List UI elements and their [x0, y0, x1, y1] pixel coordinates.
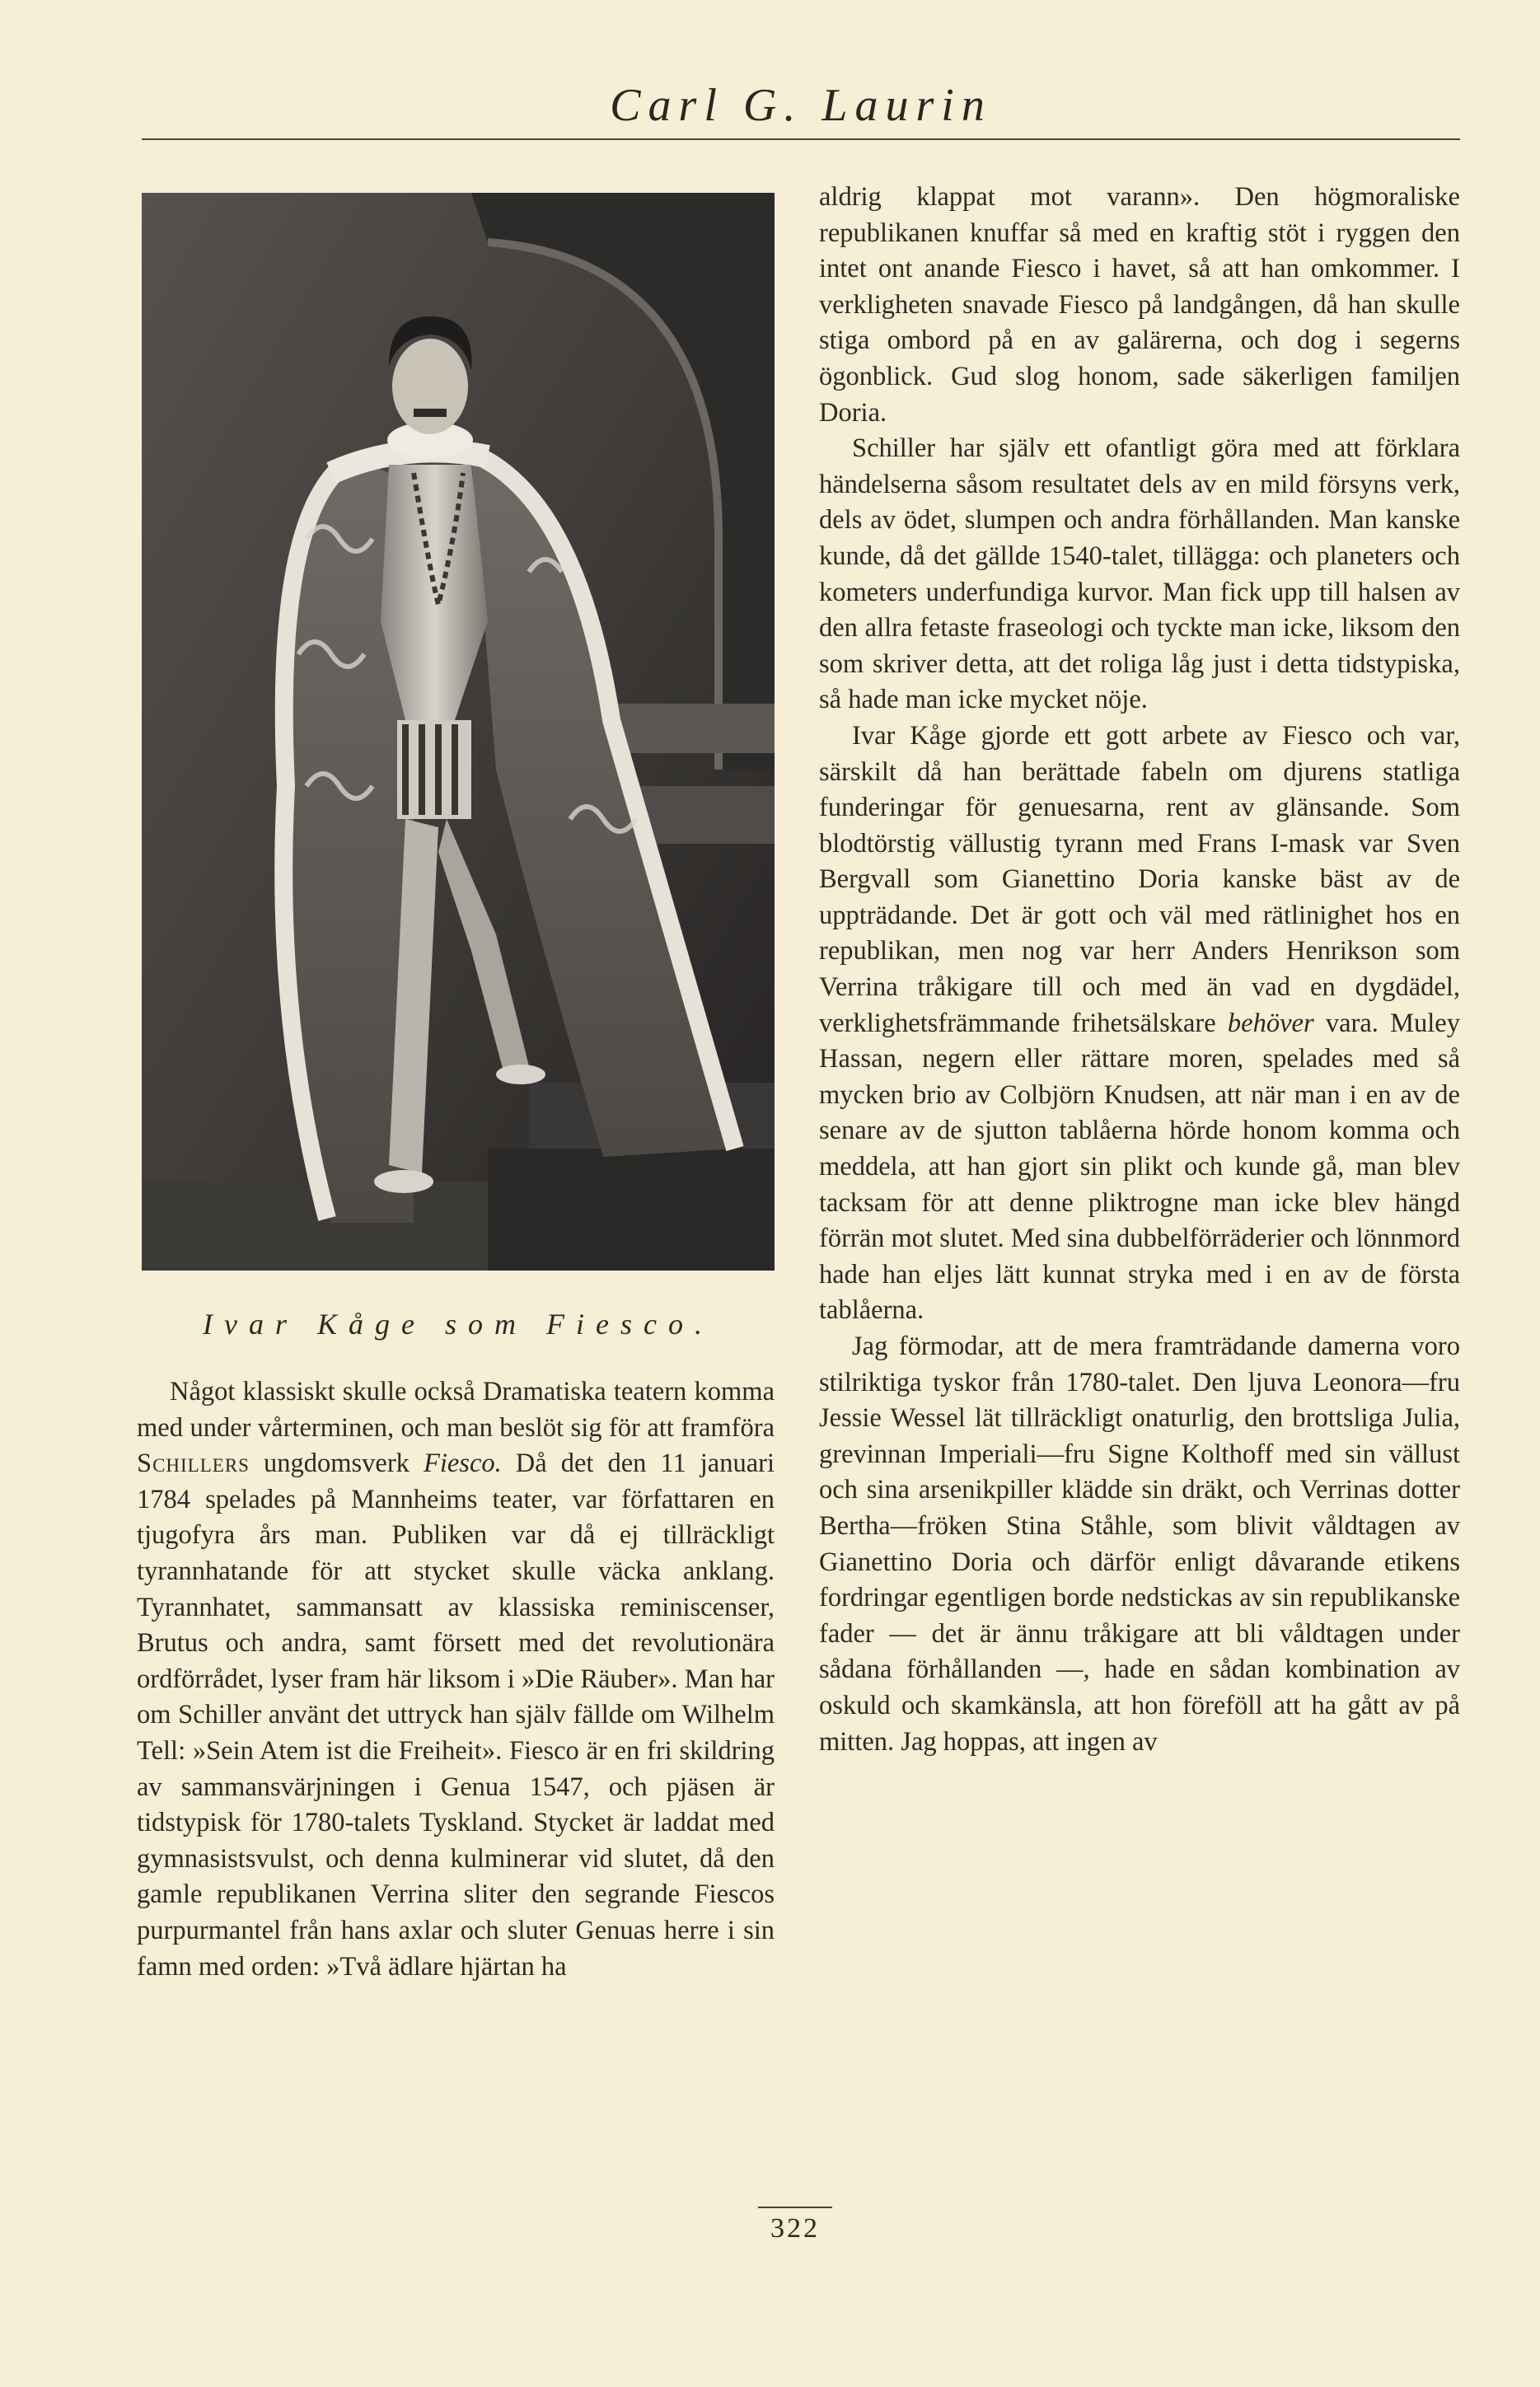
paragraph: [137, 1374, 775, 1985]
left-text-column: [137, 1374, 775, 1985]
text-run: Då det den 11 januari 1784 spelades på Mannheims teater, var författaren en tjugofyra års man. Publiken var då ej tillräckligt tyrannhatande för att stycket skulle väcka anklang. Tyrannhatet, sammansatt av klassiska reminiscenser, Brutus och andra, samt försett med det revolutionära ordförrådet, lyser fram här liksom i »Die Räuber». Man har om Schiller använt det uttryck han själv fällde om Wilhelm Tell: »Sein Atem ist die Freiheit». Fiesco är en fri skildring av sammansvärjningen i Genua 1547, och pjäsen är tidstypisk för 1780-talets Tyskland. Stycket är laddat med gymnasistsvulst, och denna kulminerar vid slutet, då den gamle republikanen Verrina sliter den segrande Fiescos purpurmantel från hans axlar och sluter Genuas herre i sin famn med orden: »Två ädlare hjärtan ha: [137, 1449, 775, 1982]
page-number: 322: [770, 2213, 820, 2244]
work-title: Fiesco.: [423, 1449, 502, 1479]
text-run: ungdomsverk: [249, 1449, 424, 1479]
running-header: [142, 79, 1460, 138]
paragraph: Jag förmodar, att de mera framträdande damerna voro stilriktiga tyskor från 1780-talet. Den ljuva Leonora—fru Jessie Wessel lät tillräckligt onaturlig, den brottsliga Julia, grevinnan Imperiali—fru Signe Kolthoff med sin vällust och sina arsenikpiller klädde sin dräkt, och Verrinas dotter Bertha—fröken Stina Ståhle, som blivit våldtagen av Gianettino Doria och därför enligt dåvarande etikens fordringar egentligen borde nedstickas av sin republikanske fader — det är ännu tråkigare att bli våldtagen under sådana förhållanden —, hade en sådan kombination av oskuld och skamkänsla, att hon föreföll att ha gått av på mitten. Jag hoppas, att ingen av: [819, 1332, 1460, 1757]
header-rule: [142, 138, 1460, 140]
paragraph: Schiller har själv ett ofantligt göra med att förklara händelserna såsom resultatet dels av en mild försyns verk, dels av ödet, slumpen och andra förhållanden. Man kanske kunde, då det gällde 1540-talet, tillägga: och planeters och kometers underfundiga kurvor. Man fick upp till halsen av den allra fetaste fraseologi och tyckte man icke, liksom den som skriver detta, att det roliga låg just i detta tidstypiska, så hade man icke mycket nöje.: [819, 433, 1460, 715]
paragraph: [819, 718, 1460, 1329]
text-run: Ivar Kåge gjorde ett gott arbete av Fiesco och var, särskilt då han berättade fabeln om djurens statliga funderingar för genuesarna, rent av glänsande. Som blodtörstig vällustig tyrann med Frans I-mask var Sven Bergvall som Gianettino Doria kanske bäst av de uppträdande. Det är gott och väl med rätlinighet hos en republikan, men nog var herr Anders Henrikson som Verrina tråkigare till och med än vad en dygdädel, verklighetsfrämmande frihetsälskare: [819, 720, 1460, 1038]
page-number-rule: [758, 2207, 832, 2208]
author-name: Schillers: [137, 1449, 250, 1479]
right-text-column: [819, 180, 1460, 1760]
paragraph: aldrig klappat mot varann». Den högmoraliske republikanen knuffar så med en kraftig stöt i ryggen den intet ont anande Fiesco i havet, så att han omkommer. I verkligheten snavade Fiesco på landgången, då han skulle stiga ombord på en av galärerna, och dog i segerns ögonblick. Gud slog honom, sade säkerligen familjen Doria.: [819, 182, 1460, 428]
photo-caption: Ivar Kåge som Fiesco.: [203, 1308, 714, 1341]
text-run: vara. Muley Hassan, negern eller rättare moren, spelades med så mycken brio av Colbjörn Knudsen, att när man i en av de senare av de sjutton tablåerna hörde honom komma och meddela, att han gjort sin plikt och kunde gå, man blev tacksam för att denne pliktrogne man icke blev hängd förrän mot slutet. Med sina dubbelförräderier och lönnmord hade han eljes lätt kunnat stryka med i en av de första tablåerna.: [819, 1008, 1460, 1326]
text-run: Något klassiskt skulle också Dramatiska teatern komma med under vårterminen, och man beslöt sig för att framföra: [137, 1377, 775, 1443]
photograph-ivar-kage-as-fiesco: [142, 193, 775, 1271]
running-title: Carl G. Laurin: [610, 80, 992, 131]
emphasis: behöver: [1227, 1008, 1314, 1038]
photo-illustration: [142, 193, 775, 1271]
